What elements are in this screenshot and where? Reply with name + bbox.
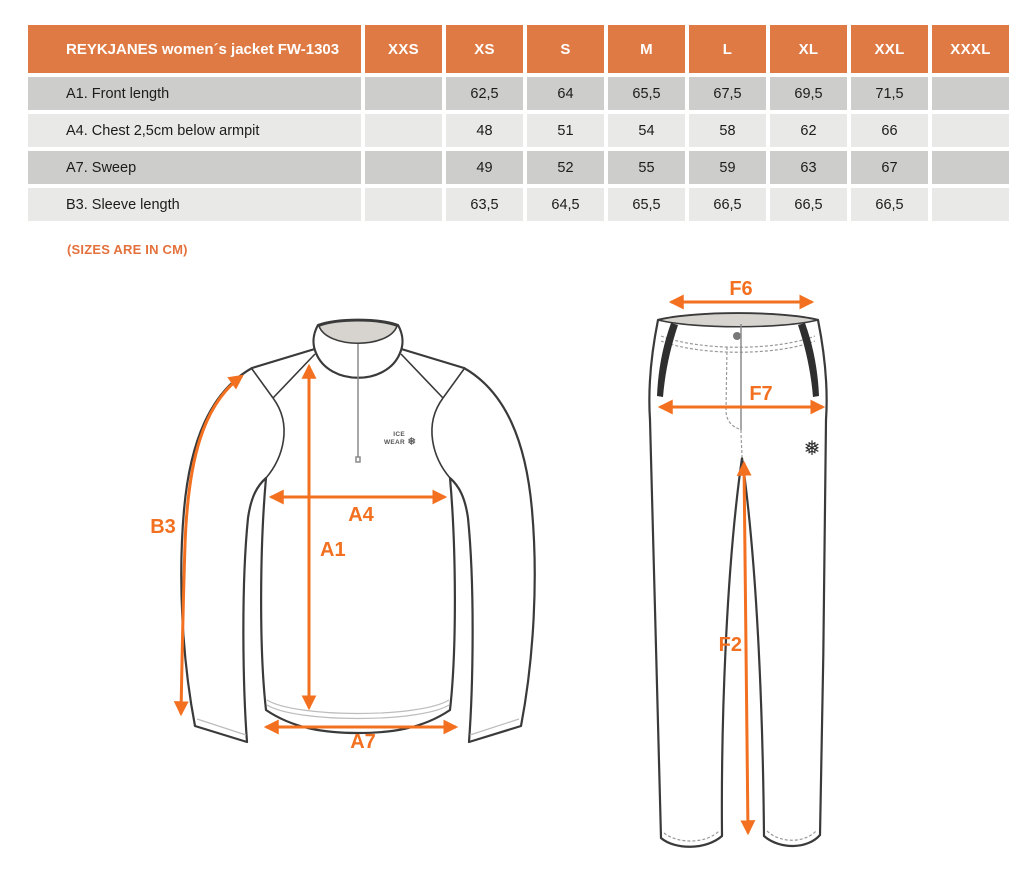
cell-value: 66,5 — [689, 188, 766, 221]
cell-value: 63,5 — [446, 188, 523, 221]
cell-value: 64,5 — [527, 188, 604, 221]
size-header-xxs: XXS — [365, 25, 442, 73]
cell-value: 71,5 — [851, 77, 928, 110]
cell-value: 51 — [527, 114, 604, 147]
cell-value: 55 — [608, 151, 685, 184]
product-title: REYKJANES women´s jacket FW-1303 — [28, 25, 361, 73]
jacket-drawing — [150, 320, 535, 753]
row-label: B3. Sleeve length — [28, 188, 361, 221]
cell-value: 69,5 — [770, 77, 847, 110]
cell-value: 62,5 — [446, 77, 523, 110]
pants-body-outline — [649, 313, 826, 847]
size-header-m: M — [608, 25, 685, 73]
cell-value: 59 — [689, 151, 766, 184]
cell-value: 67 — [851, 151, 928, 184]
size-header-s: S — [527, 25, 604, 73]
f6-label: F6 — [729, 278, 753, 300]
units-note: (SIZES ARE IN CM) — [67, 242, 188, 257]
f7-label: F7 — [749, 383, 773, 405]
pants-button — [733, 332, 741, 340]
cell-value: 52 — [527, 151, 604, 184]
cell-value: 48 — [446, 114, 523, 147]
cell-value: 65,5 — [608, 77, 685, 110]
row-label: A7. Sweep — [28, 151, 361, 184]
size-header-xxxl: XXXL — [932, 25, 1009, 73]
cell-value: 54 — [608, 114, 685, 147]
cell-value: 66 — [851, 114, 928, 147]
size-header-xs: XS — [446, 25, 523, 73]
size-header-xxl: XXL — [851, 25, 928, 73]
cell-value: 63 — [770, 151, 847, 184]
f2-label: F2 — [718, 634, 742, 656]
pants-drawing — [649, 278, 826, 847]
icewear-snowflake-icon: ❅ — [407, 435, 417, 448]
cell-value: 64 — [527, 77, 604, 110]
icewear-logo-line2: WEAR — [383, 439, 405, 446]
a1-label: A1 — [320, 539, 346, 561]
f2-inseam-arrow — [744, 463, 748, 833]
pants-waist-opening — [658, 313, 818, 327]
row-label: A1. Front length — [28, 77, 361, 110]
row-label: A4. Chest 2,5cm below armpit — [28, 114, 361, 147]
pants-snowflake-icon: ❅ — [803, 436, 821, 460]
cell-value: 65,5 — [608, 188, 685, 221]
cell-value: 49 — [446, 151, 523, 184]
size-header-l: L — [689, 25, 766, 73]
cell-value: 62 — [770, 114, 847, 147]
cell-value: 58 — [689, 114, 766, 147]
b3-label: B3 — [150, 516, 176, 538]
a7-label: A7 — [350, 731, 376, 753]
cell-value: 67,5 — [689, 77, 766, 110]
icewear-logo-line1: ICE — [393, 431, 405, 438]
a4-label: A4 — [348, 504, 374, 526]
size-header-xl: XL — [770, 25, 847, 73]
cell-value: 66,5 — [770, 188, 847, 221]
cell-value: 66,5 — [851, 188, 928, 221]
